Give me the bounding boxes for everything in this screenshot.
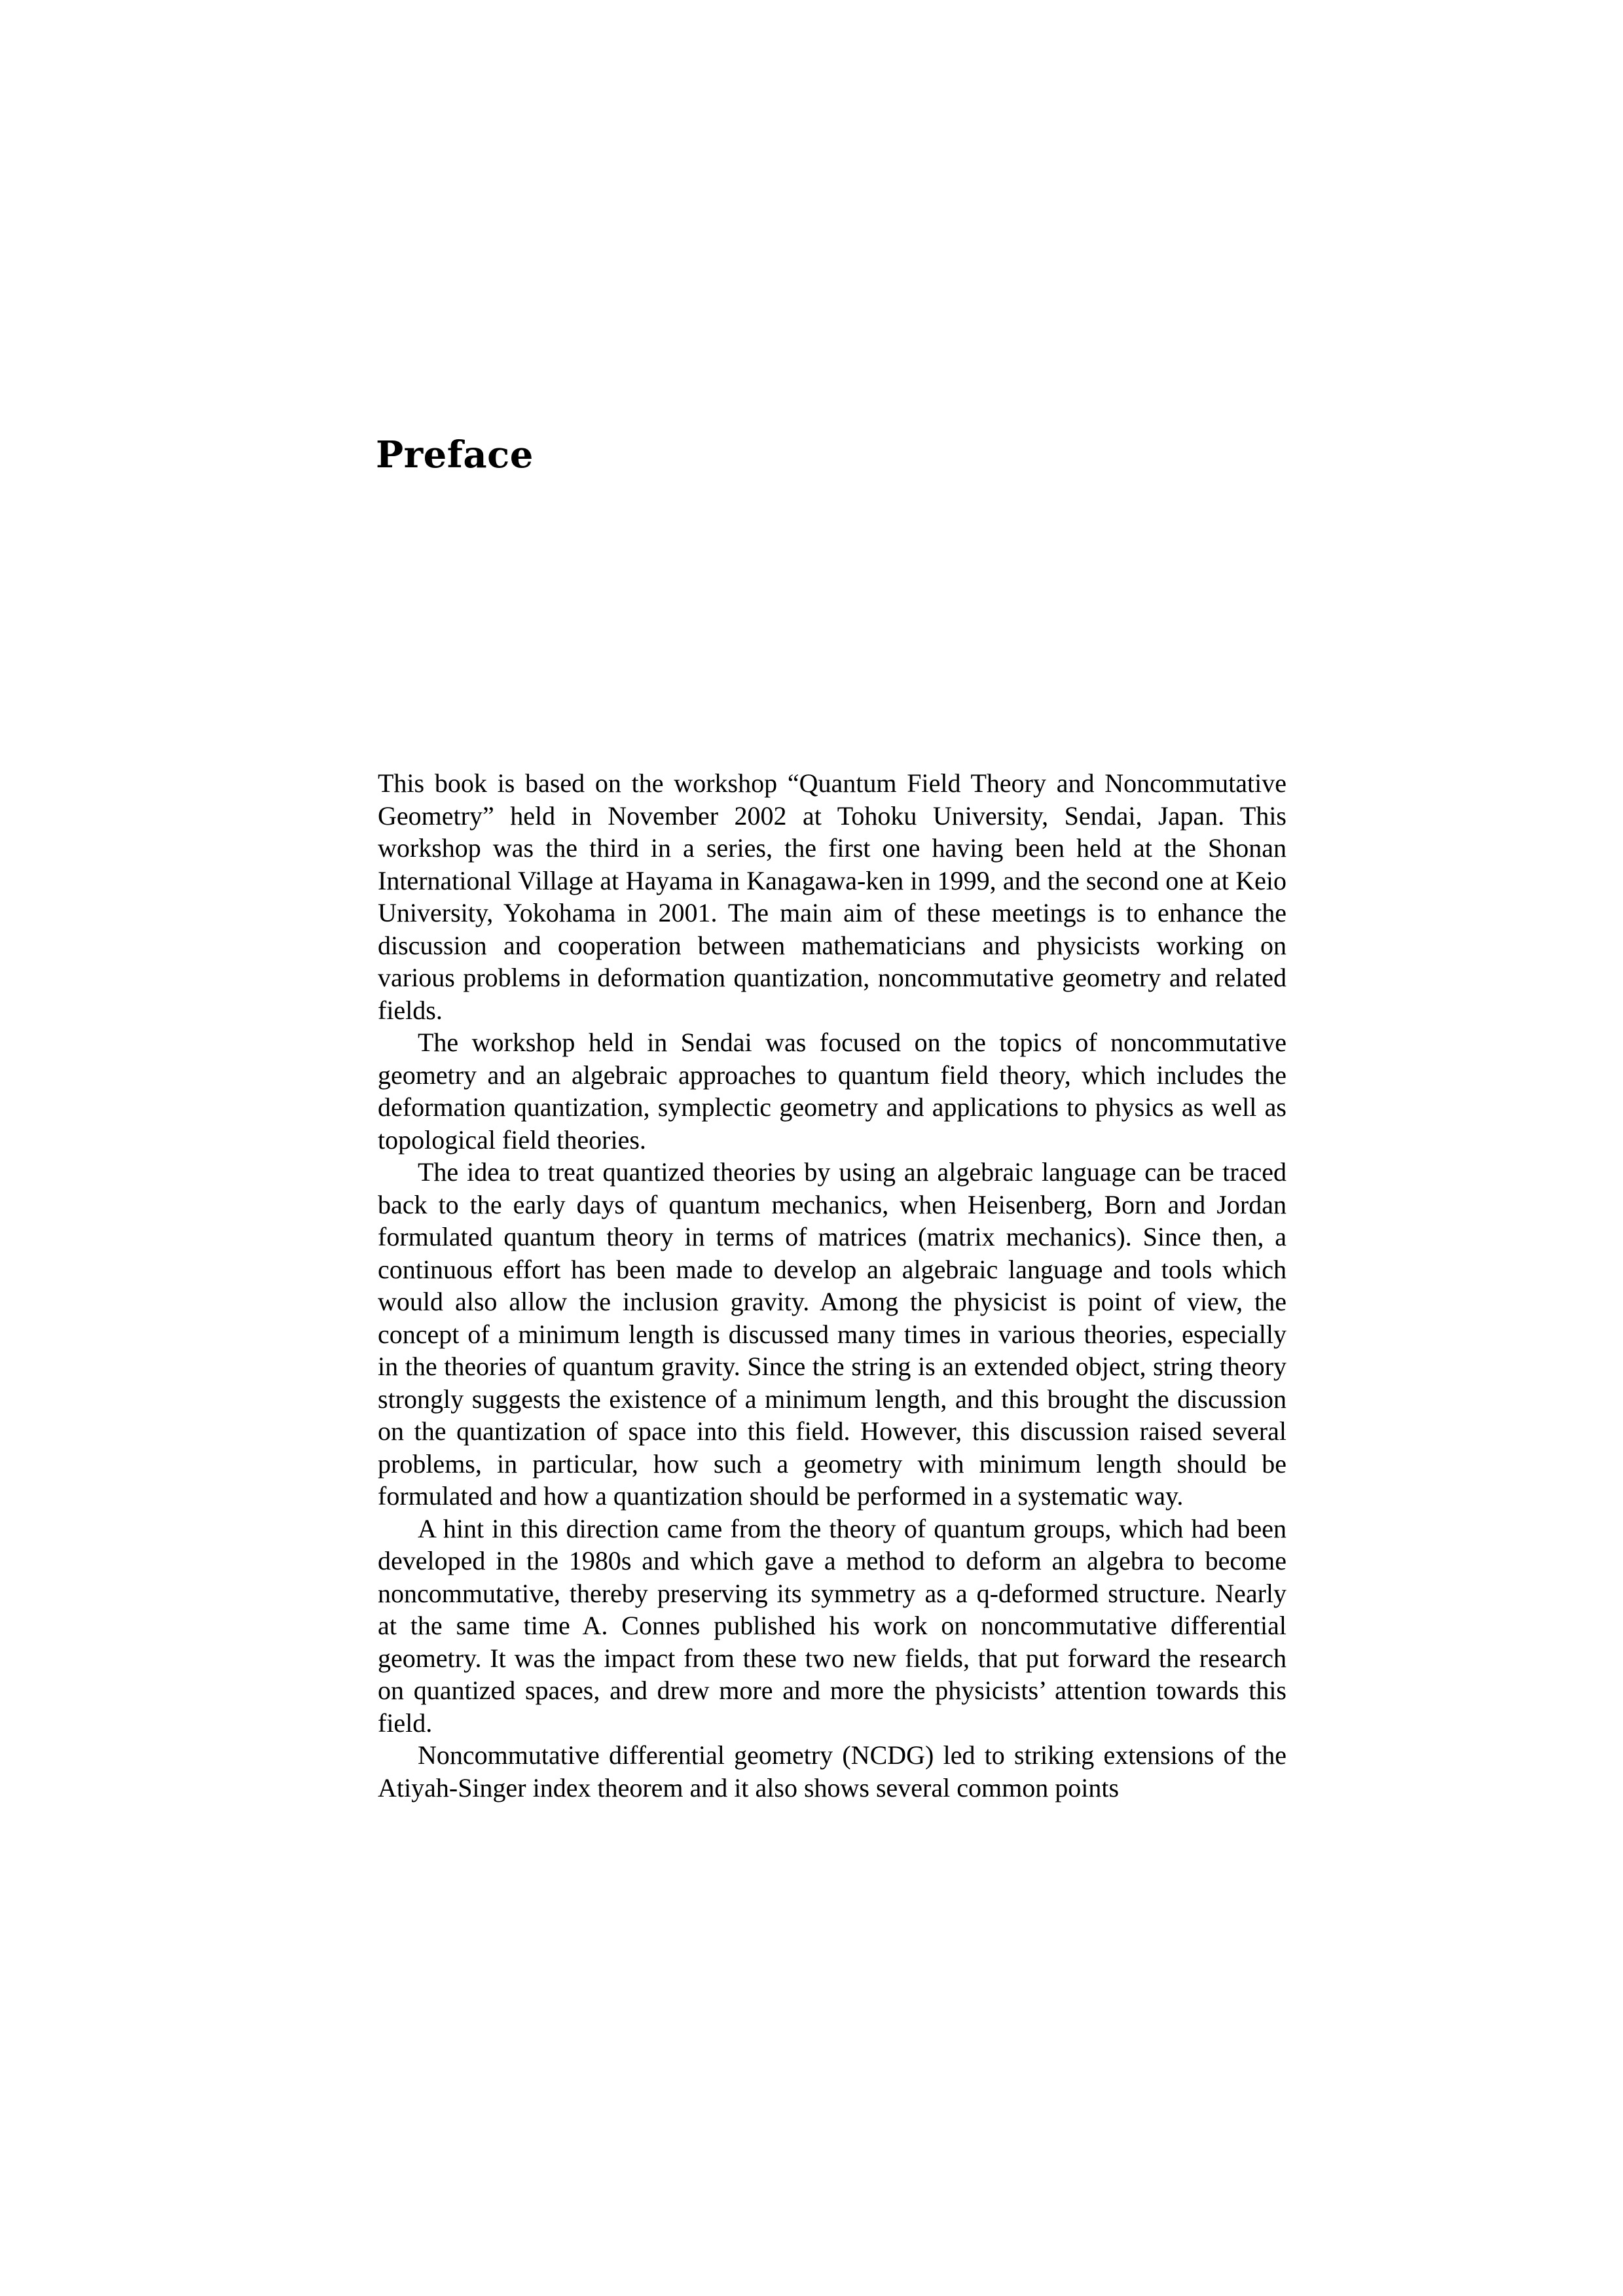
paragraph-1: This book is based on the workshop “Quantum Field Theory and Noncommutative Geometry” held in November 2002 at Tohoku University, Sendai, Japan. This workshop was the third in a series, the first one having been held at the Shonan International Village at Hayama in Kanagawa-ken in 1999, and the second one at Keio University, Yokohama in 2001. The main aim of these meetings is to enhance the discussion and cooperation between mathematicians and physicists working on various problems in deformation quantization, noncommutative geometry and related fields. [378, 768, 1286, 1025]
paragraph-3: The idea to treat quantized theories by using an algebraic language can be traced back to the early days of quantum mechanics, when Heisenberg, Born and Jordan formulated quantum theory in terms of matrices (matrix mechanics). Since then, a continuous effort has been made to develop an algebraic language and tools which would also allow the inclusion gravity. Among the physicist is point of view, the concept of a minimum length is discussed many times in various theories, especially in the theories of quantum gravity. Since the string is an extended object, string theory strongly suggests the existence of a minimum length, and this brought the discussion on the quantization of space into this field. However, this discussion raised several problems, in particular, how such a geometry with minimum length should be formulated and how a quantization should be performed in a systematic way. [378, 1157, 1286, 1511]
paragraph-5: Noncommutative differential geometry (NCDG) led to striking extensions of the Atiyah-Singer index theorem and it also shows several common points [378, 1740, 1286, 1803]
preface-body [378, 767, 1286, 1804]
paragraph-4: A hint in this direction came from the theory of quantum groups, which had been developed in the 1980s and which gave a method to deform an algebra to become noncommutative, thereby preserving its symmetry as a q-deformed structure. Nearly at the same time A. Connes published his work on noncommutative differential geometry. It was the impact from these two new fields, that put forward the research on quantized spaces, and drew more and more the physicists’ attention towards this field. [378, 1513, 1286, 1738]
paragraph-2: The workshop held in Sendai was focused on the topics of noncommutative geometry and an algebraic approaches to quantum field theory, which includes the deformation quantization, symplectic geometry and applications to physics as well as topological field theories. [378, 1028, 1286, 1155]
page-title: Preface [376, 433, 534, 476]
